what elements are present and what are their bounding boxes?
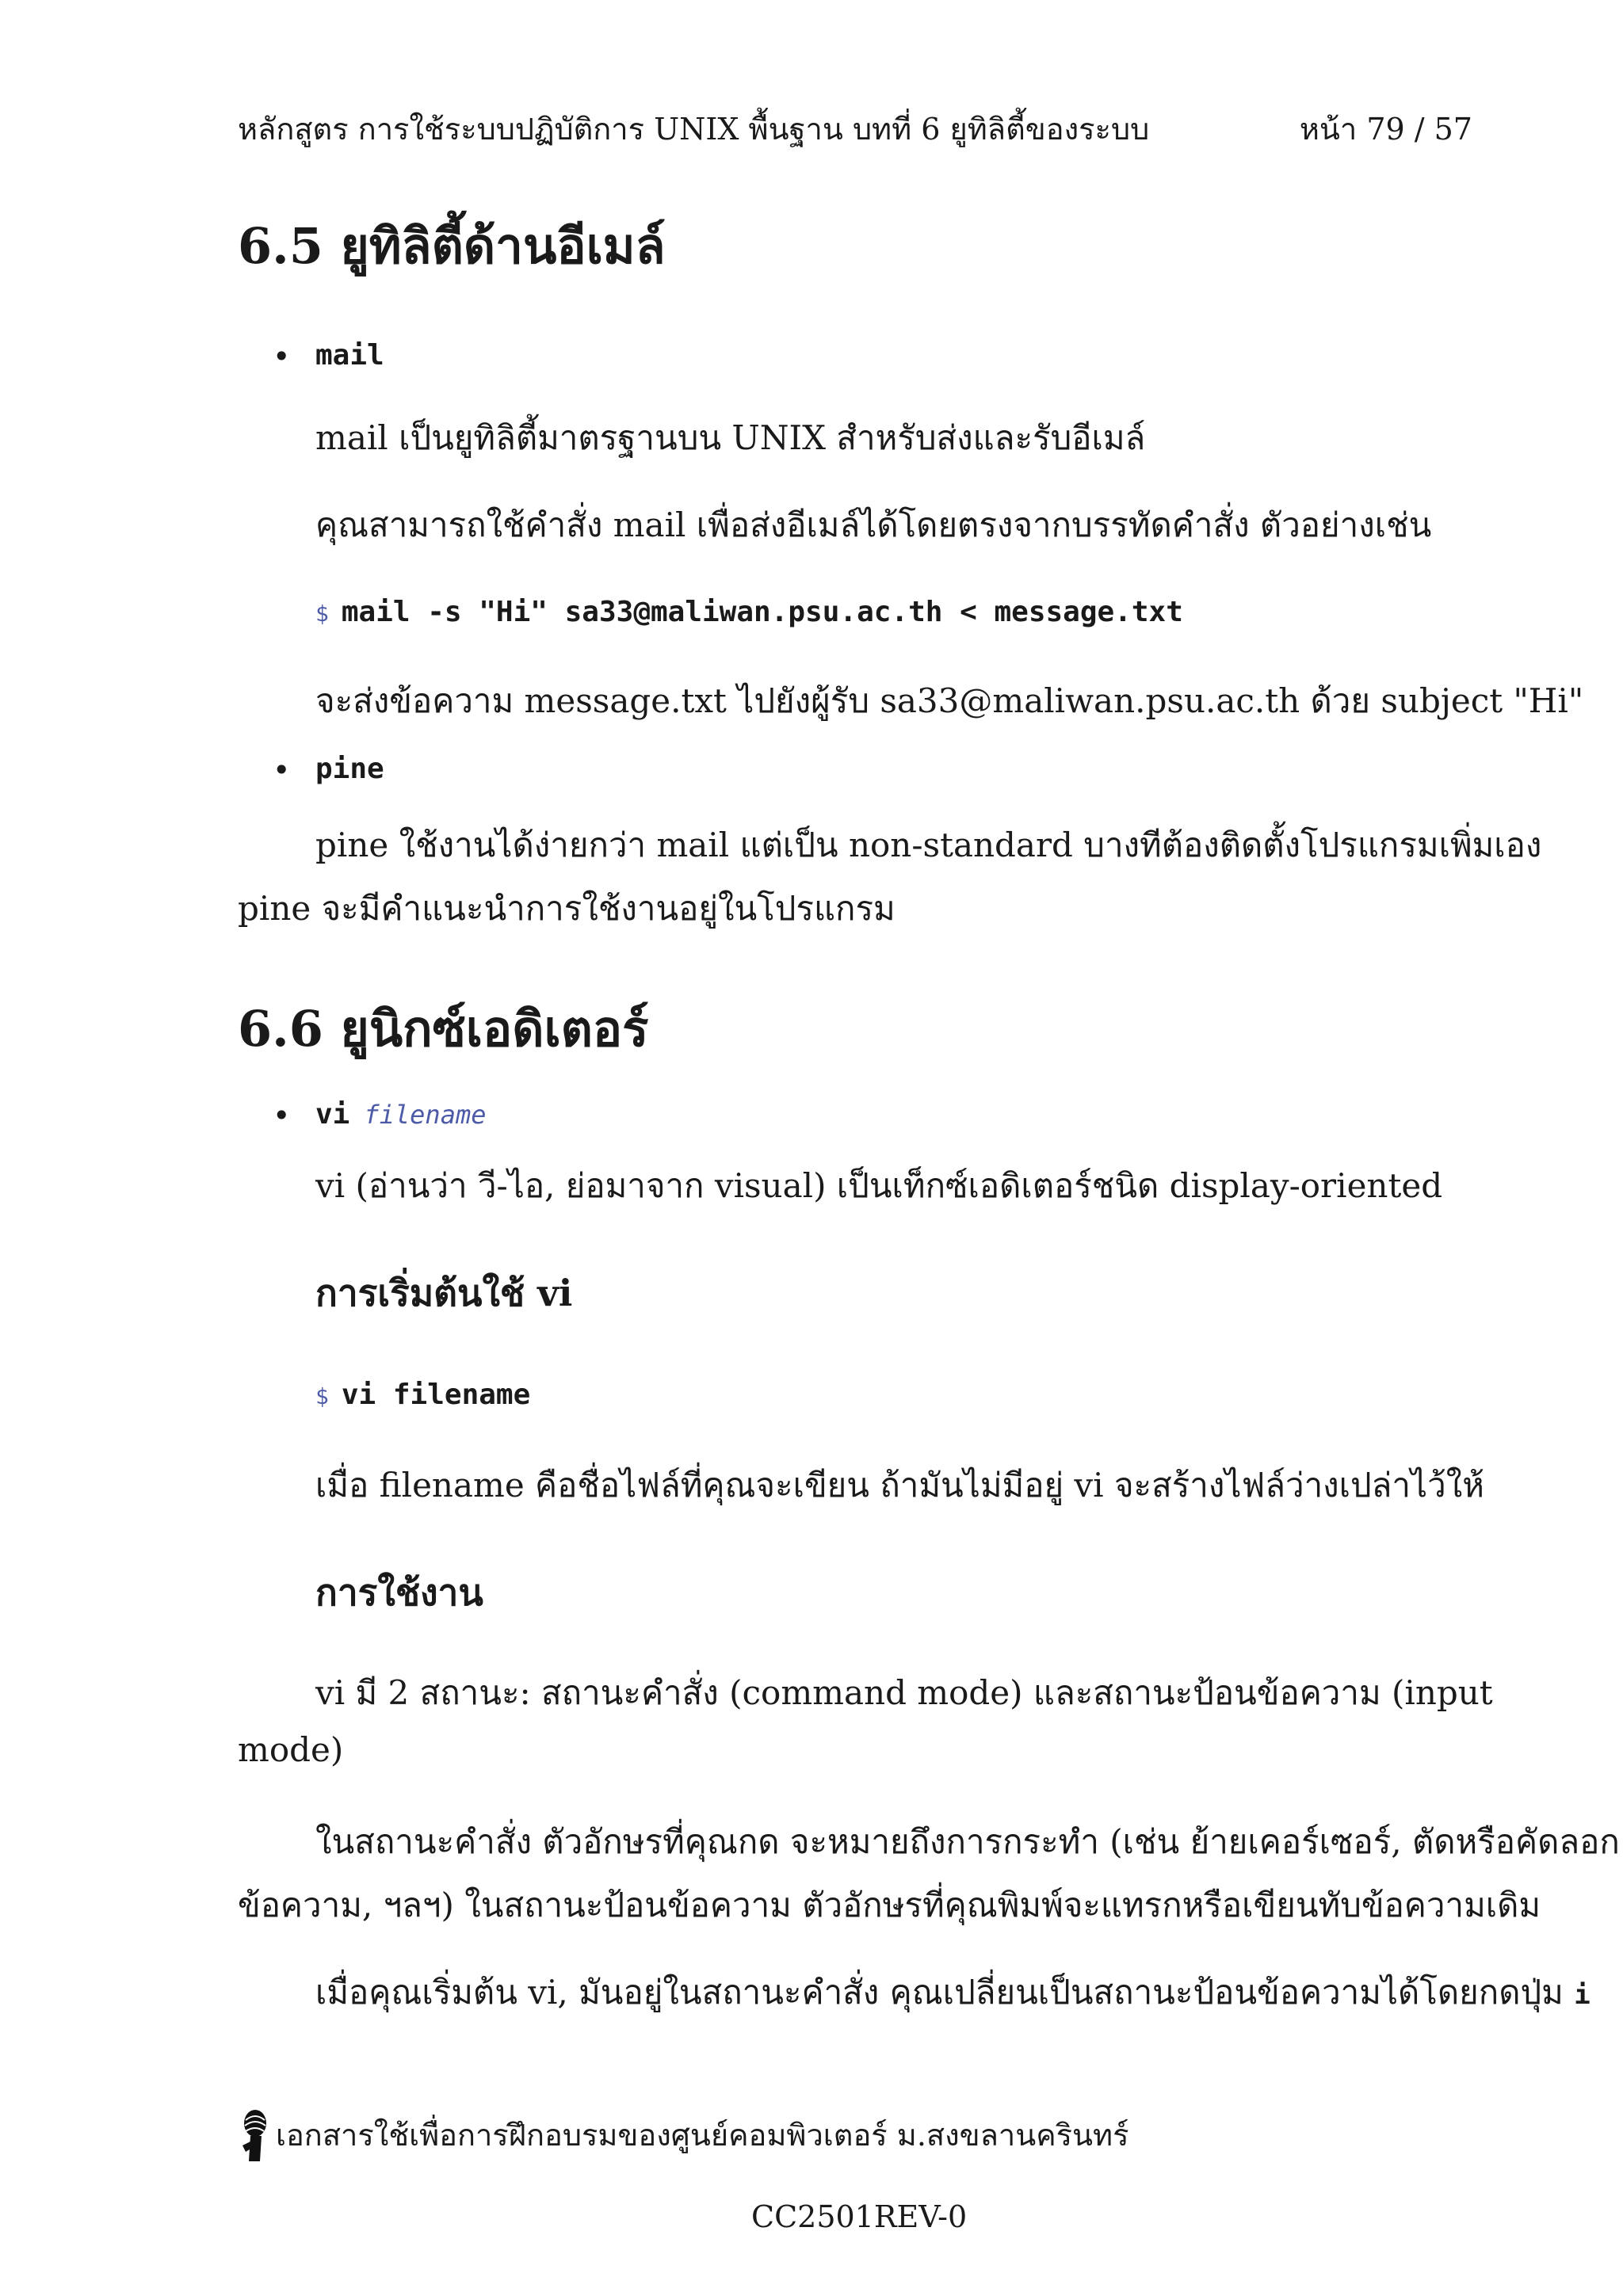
vi-description: vi (อ่านว่า วี-ไอ, ย่อมาจาก visual) เป็นเท็กซ์เอดิเตอร์ชนิด display-oriented xyxy=(315,1166,1443,1205)
pine-line-1: pine ใช้งานได้ง่ายกว่า mail แต่เป็น non-standard บางทีต้องติดตั้งโปรแกรมเพิ่มเอง xyxy=(315,826,1542,864)
document-code: CC2501REV-0 xyxy=(751,2199,968,2234)
vi-command-name: vi xyxy=(315,1098,350,1131)
vi-command-example xyxy=(315,1379,530,1411)
mail-result: จะส่งข้อความ message.txt ไปยังผู้รับ sa33@maliwan.psu.ac.th ด้วย subject "Hi" xyxy=(315,681,1584,720)
mail-command: mail -s "Hi" sa33@maliwan.psu.ac.th < message.txt xyxy=(341,596,1183,628)
vi-usage-heading: การใช้งาน xyxy=(315,1571,483,1614)
vi-command: vi filename xyxy=(341,1379,531,1411)
pine-label: pine xyxy=(315,753,384,785)
bullet-icon: • xyxy=(273,753,291,788)
command-mode-line-1: ในสถานะคำสั่ง ตัวอักษรที่คุณกด จะหมายถึงการกระทำ (เช่น ย้ายเคอร์เซอร์, ตัดหรือคัดลอก xyxy=(315,1822,1620,1861)
section-6-6-heading: 6.6 ยูนิกซ์เอดิเตอร์ xyxy=(238,1000,649,1058)
footer-organization: เอกสารใช้เพื่อการฝึกอบรมของศูนย์คอมพิวเตอร์ ม.สงขลานครินทร์ xyxy=(276,2118,1129,2153)
mail-command-example xyxy=(315,596,1183,628)
bullet-icon: • xyxy=(273,1098,291,1133)
bullet-icon: • xyxy=(273,339,291,374)
command-mode-line-2: ข้อความ, ฯลฯ) ในสถานะป้อนข้อความ ตัวอักษรที่คุณพิมพ์จะแทรกหรือเขียนทับข้อความเดิม xyxy=(238,1886,1541,1924)
header-title: หลักสูตร การใช้ระบบปฏิบัติการ UNIX พื้นฐาน บทที่ 6 ยูทิลิตี้ของระบบ xyxy=(238,112,1150,147)
insert-mode-text: เมื่อคุณเริ่มต้น vi, มันอยู่ในสถานะคำสั่ง คุณเปลี่ยนเป็นสถานะป้อนข้อความได้โดยกดปุ่ม xyxy=(315,1973,1564,2012)
vi-start-heading: การเริ่มต้นใช้ vi xyxy=(315,1272,573,1314)
pine-line-2: pine จะมีคำแนะนำการใช้งานอยู่ในโปรแกรม xyxy=(238,889,896,928)
prompt-symbol: $ xyxy=(315,1383,329,1409)
vi-argument: filename xyxy=(364,1100,487,1130)
mail-usage: คุณสามารถใช้คำสั่ง mail เพื่อส่งอีเมล์ได้โดยตรงจากบรรทัดคำสั่ง ตัวอย่างเช่น xyxy=(315,505,1432,544)
prompt-symbol: $ xyxy=(315,601,329,627)
mail-label: mail xyxy=(315,339,384,372)
section-6-5-heading: 6.5 ยูทิลิตี้ด้านอีเมล์ xyxy=(238,217,666,275)
vi-modes-line-2: mode) xyxy=(238,1730,344,1769)
insert-key: i xyxy=(1574,1979,1591,2011)
vi-label xyxy=(315,1098,486,1131)
page-number: หน้า 79 / 57 xyxy=(1299,112,1472,147)
mail-description: mail เป็นยูทิลิตี้มาตรฐานบน UNIX สำหรับส่งและรับอีเมล์ xyxy=(315,418,1146,457)
vi-modes-line-1: vi มี 2 สถานะ: สถานะคำสั่ง (command mode) และสถานะป้อนข้อความ (input xyxy=(315,1673,1493,1712)
thinker-logo-icon xyxy=(238,2106,273,2163)
vi-start-description: เมื่อ filename คือชื่อไฟล์ที่คุณจะเขียน ถ้ามันไม่มีอยู่ vi จะสร้างไฟล์ว่างเปล่าไว้ให้ xyxy=(315,1466,1484,1505)
insert-mode-instruction xyxy=(315,1966,1591,2019)
